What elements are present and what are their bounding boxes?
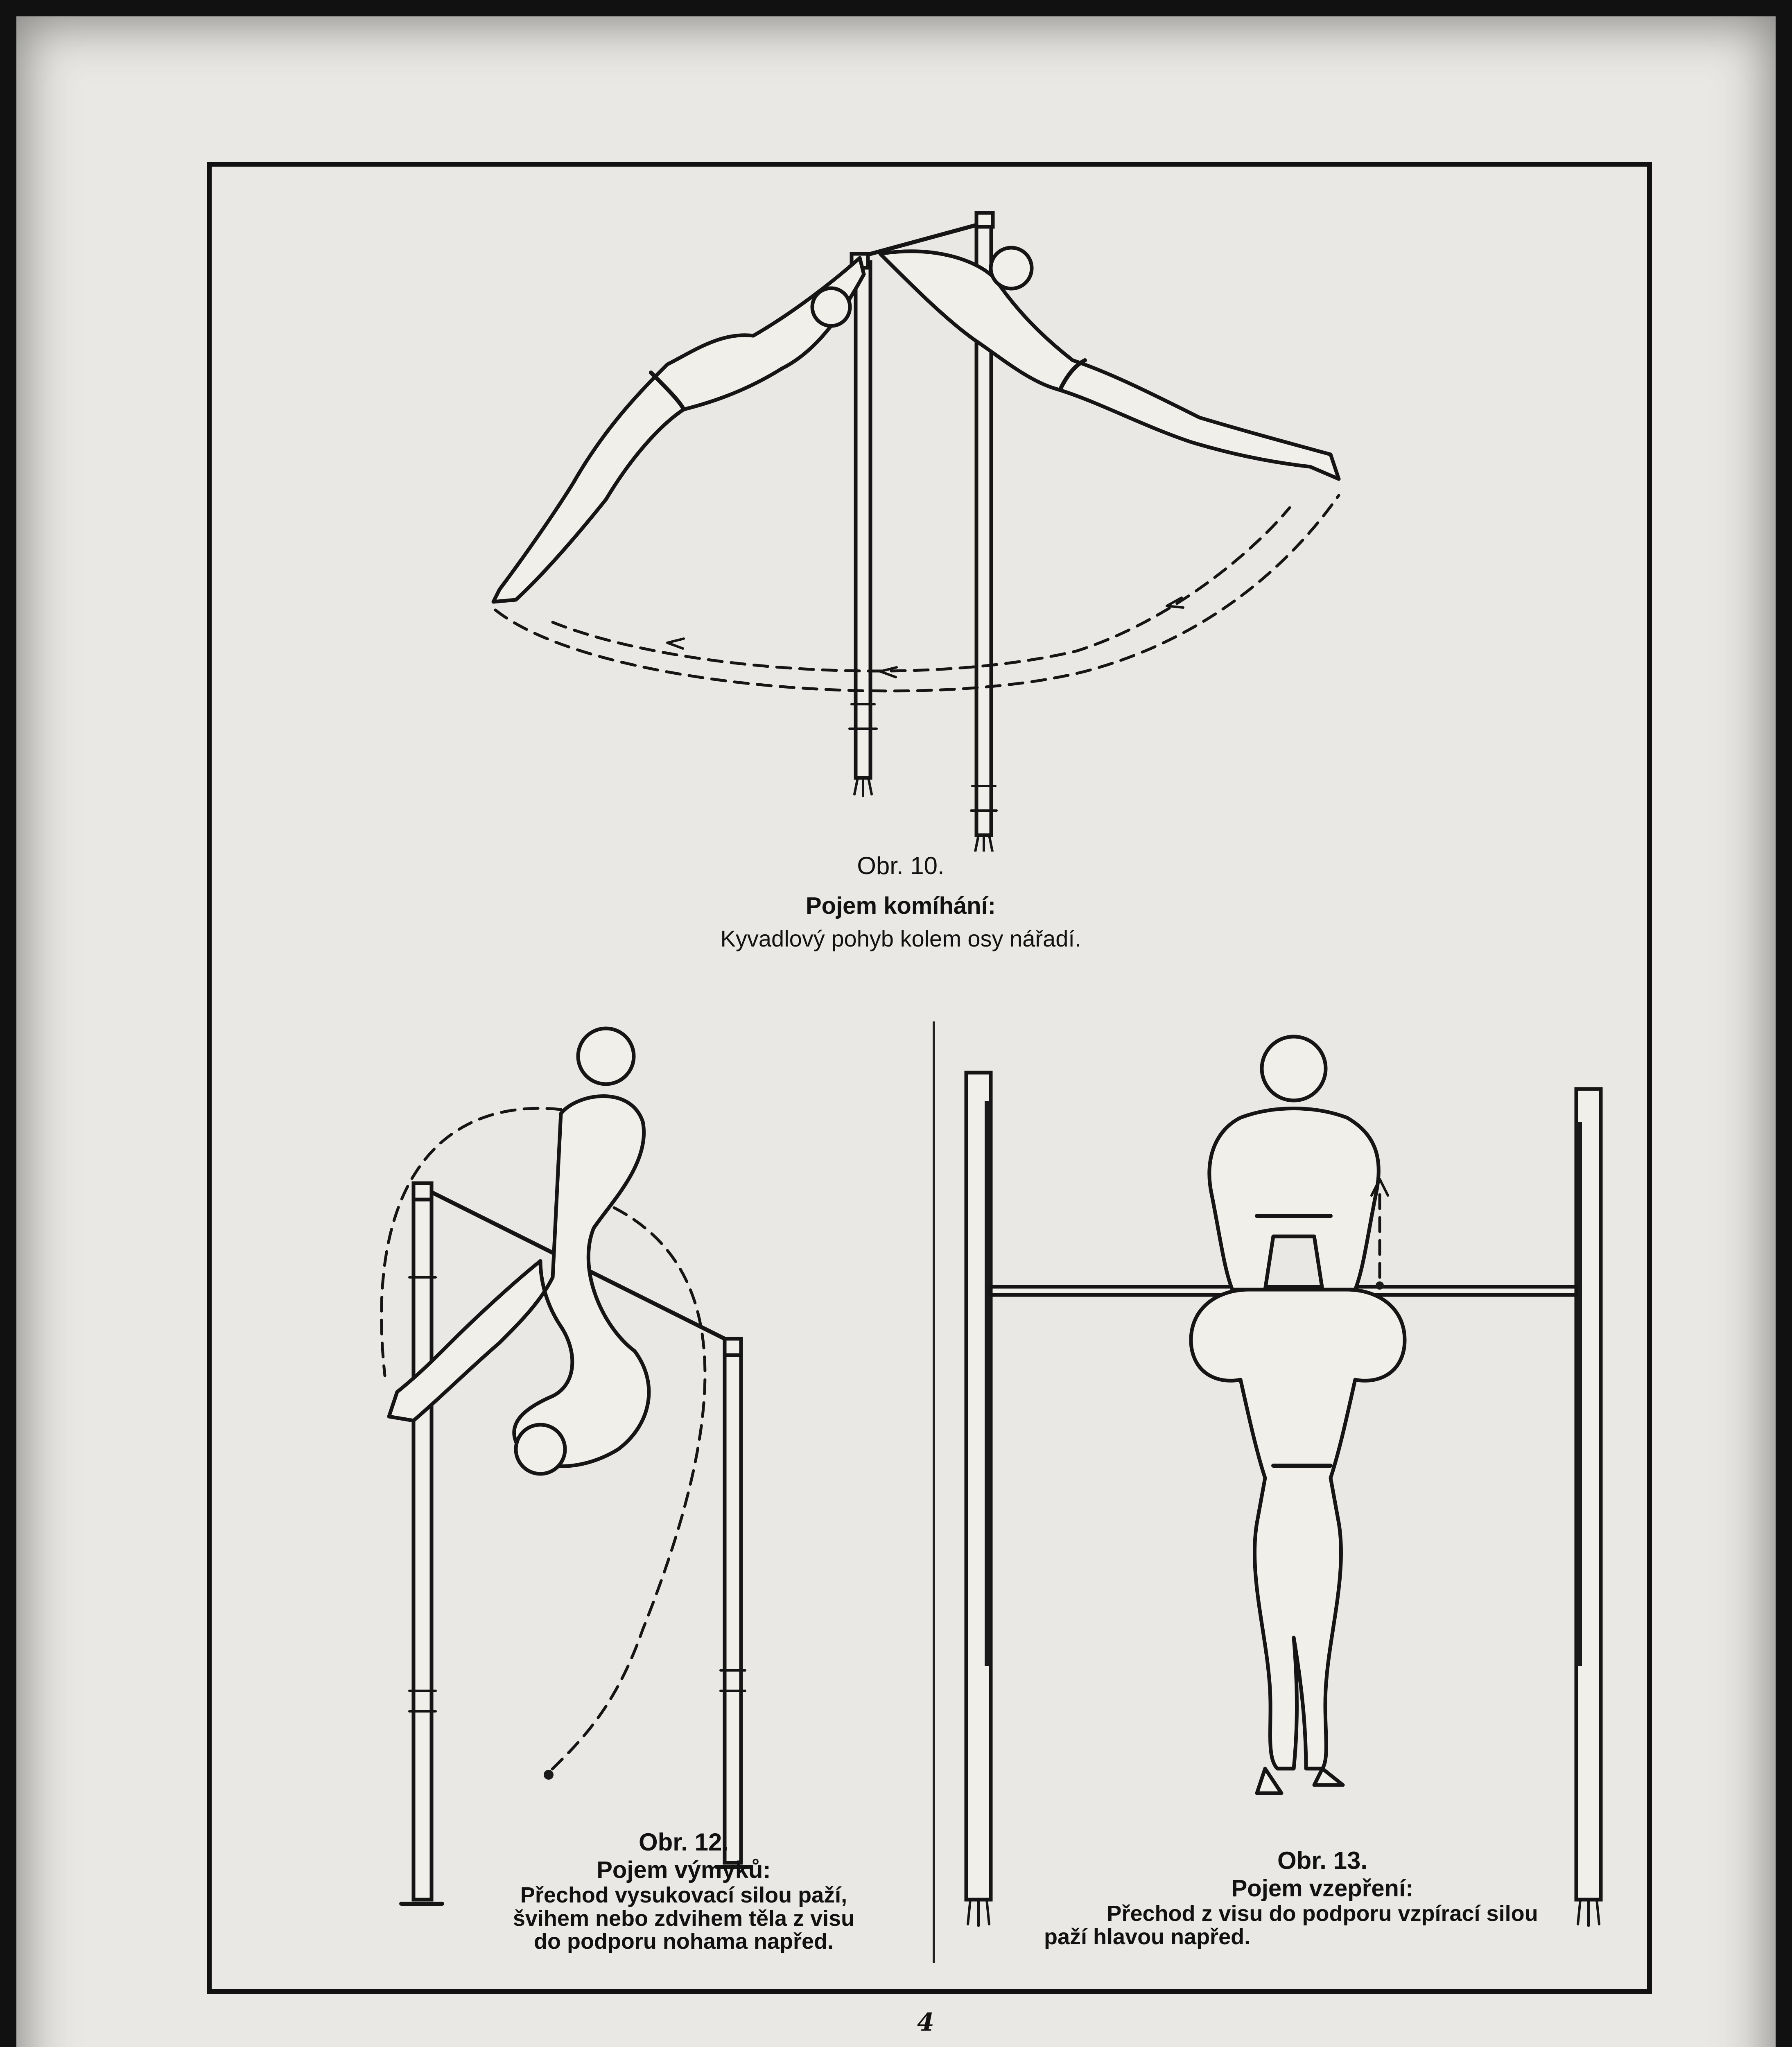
gymnast-right-body	[880, 251, 1339, 479]
gymnast-13-top-body	[1209, 1109, 1379, 1290]
figure-13-description-line-2: paží hlavou napřed.	[1044, 1924, 1251, 1949]
page-number: 4	[917, 2008, 934, 2037]
figure-10-number: Obr. 10.	[857, 852, 945, 879]
figure-10-caption	[614, 852, 1187, 951]
figure-12-description-line-2: švihem nebo zdvihem těla z visu	[513, 1906, 855, 1931]
figure-12-title: Pojem výmyků:	[597, 1857, 771, 1883]
gymnast-12-head-lower	[516, 1425, 565, 1474]
upright-left	[856, 262, 870, 778]
gymnast-12-head-upper	[578, 1028, 634, 1084]
figure-12-number: Obr. 12.	[638, 1828, 729, 1856]
figure-13-title: Pojem vzepření:	[1231, 1875, 1414, 1902]
figure-10-description: Kyvadlový pohyb kolem osy nářadí.	[720, 926, 1081, 951]
gymnast-right-head	[991, 248, 1032, 289]
figure-12-caption	[459, 1828, 909, 1953]
swing-path-inner	[553, 508, 1290, 671]
gymnast-left-head	[812, 288, 850, 326]
figure-13-number: Obr. 13.	[1277, 1847, 1368, 1874]
figure-12-illustration	[348, 1015, 921, 1916]
gymnast-left-body	[493, 258, 864, 602]
figure-13-caption	[1040, 1846, 1605, 1948]
figure-12-description-line-3: do podporu nohama napřed.	[534, 1929, 834, 1954]
figure-13-description-line-1: Přechod z visu do podporu vzpírací silou	[1107, 1901, 1538, 1926]
post-left	[414, 1195, 432, 1900]
figure-10-illustration	[471, 197, 1412, 852]
post-right	[725, 1355, 741, 1863]
gymnast-13-bottom-body	[1191, 1290, 1405, 1769]
figure-10-title: Pojem komíhání:	[805, 892, 996, 919]
column-divider	[933, 1021, 935, 1963]
figure-12-description-line-1: Přechod vysukovací silou paží,	[520, 1883, 847, 1907]
figure-13-illustration	[954, 1024, 1629, 1945]
gymnast-13-top-head	[1262, 1037, 1326, 1100]
swing-path-outer	[495, 495, 1339, 691]
